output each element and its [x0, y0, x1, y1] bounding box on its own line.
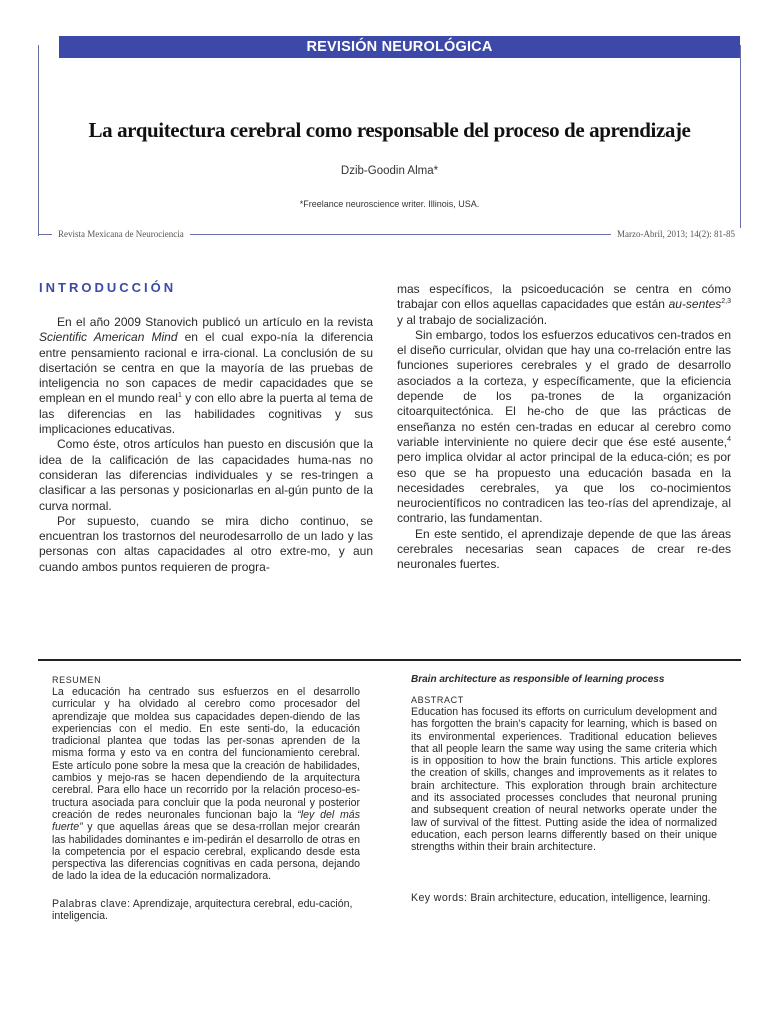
paragraph: Por supuesto, cuando se mira dicho continuo, se encuentran los trastornos del neurodesarrollo de un lado y las personas con altas capacidades al otro extre-mo, y aun cuando ambos puntos requieren de progra- — [39, 513, 373, 574]
citation-ref: 4 — [727, 435, 731, 443]
keywords-en — [411, 892, 717, 904]
text-run: y con ello abre la puerta al tema de las diferencias en las habilidades cognitivas y sus implicaciones educativas. — [39, 391, 374, 437]
abstract-spanish — [52, 674, 360, 922]
italic-text: Scientific American Mind — [39, 330, 178, 345]
abstract-label-resumen: RESUMEN — [52, 675, 102, 685]
abstract-english — [411, 674, 717, 904]
journal-citation: Marzo-Abril, 2013; 14(2): 81-85 — [611, 228, 741, 240]
text-run: Sin embargo, todos los esfuerzos educativos cen-trados en el diseño curricular, olvidan que hay una co-rrelación entre las funciones superiores cerebrales y el grado de desarrollo asociados a la corteza, y específicamente, que la eficiencia depende de los pa-trones de la organización citoarquitectónica. El he-cho de que las prácticas de enseñanza no estén cen-tradas en educar al cerebro como variable interviniente no quiere decir que ése esté ausente, — [397, 327, 731, 449]
italic-text: au-sentes — [668, 297, 722, 312]
paragraph — [397, 328, 731, 527]
text-run: en el cual expo-nía la diferencia entre pensamiento racional e irra-cional. La conclusión de su disertación se centra en que la mayoría de las pruebas de inteligencia no son capaces de medir capacidades que se emplean en el mundo real — [39, 330, 374, 406]
abstract-text-es — [52, 686, 360, 883]
paragraph — [397, 282, 731, 328]
paragraph — [39, 315, 373, 437]
italic-text: “ley del más fuerte” — [52, 808, 360, 834]
article-author: Dzib-Goodin Alma* — [340, 165, 439, 177]
text-run: En el año 2009 Stanovich publicó un artículo en la revista — [57, 315, 373, 329]
body-column-left — [39, 280, 373, 575]
author-affiliation: *Freelance neuroscience writer. Illinois, USA. — [299, 199, 480, 209]
keywords-label: Key words: — [411, 891, 468, 904]
english-title: Brain architecture as responsible of learning process — [411, 674, 665, 685]
abstract-rule — [38, 659, 741, 661]
paragraph: En este sentido, el aprendizaje depende de que las áreas cerebrales necesarias sean capaces de crear re-des neuronales fuertes. — [397, 526, 731, 572]
text-run: y que aquellas áreas que se desa-rrollan mejor crearán las habilidades dominantes e im-pedirán el desarrollo de otras en la competencia por el espacio cerebral, explicando desde esta perspectiva las diferencias cognitivas en cada persona, dejando de lado la idea de la educación normalizadora. — [52, 821, 360, 883]
abstract-label-abstract: ABSTRACT — [411, 695, 464, 705]
citation-ref: 1 — [177, 392, 182, 400]
abstract-text-en: Education has focused its efforts on curriculum development and has forgotten the brain’s capacity for learning, which is based on its environmental experiences. Traditional education believes that all people learn the same way using the same criteria which is in opposition to how the brain functions. This article explores the creation of skills, changes and improvements as it relates to brain architecture. This exploration through brain architecture and its associated processes concludes that neuronal pruning and subsequent creation of neural networks operate under the law of survival of the fittest. Putting aside the idea of normalized education, each person learns differently based on their unique strengths within their brain architecture. — [411, 706, 717, 854]
journal-name: Revista Mexicana de Neurociencia — [52, 228, 190, 240]
keywords-label: Palabras clave: — [52, 897, 131, 910]
text-run: mas específicos, la psicoeducación se centra en cómo trabajar con ellos aquellas capacidades que están — [397, 282, 731, 312]
body-column-right — [397, 282, 731, 573]
section-banner: REVISIÓN NEUROLÓGICA — [59, 36, 740, 58]
text-run: y al trabajo de socialización. — [397, 312, 548, 327]
article-title: La arquitectura cerebral como responsable del proceso de aprendizaje — [88, 118, 691, 142]
text-run: pero implica olvidar al actor principal de la educa-ción; es por eso que se ha propuesto una educación basada en la necesidades cerebrales, ya que los co-nocimientos neurocientíficos no contradicen las teo-rías del aprendizaje, al contrario, las fundamentan. — [397, 450, 731, 526]
text-run: La educación ha centrado sus esfuerzos en el desarrollo curricular y ha olvidado al cerebro como procesador del aprendizaje que moldea sus capacidades depen-diendo de las experiencias con el medio. En este senti-do, la educación tradicional plantea que todas las per-sonas aprenden de la misma forma y esto va en contra del funcionamiento cerebral. Este artículo pone sobre la mesa que la creación de habilidades, cambios y mejo-ras se hacen dependiendo de la arquitectura cerebral. Para ello hace un recorrido por la relación proceso-es-tructura asociada para concluir que la poda neuronal y posterior creación de redes neuronales funcionan bajo la — [52, 686, 360, 821]
section-heading-introduccion: INTRODUCCIÓN — [39, 280, 177, 295]
keywords-es — [52, 898, 360, 923]
citation-ref: 2,3 — [721, 298, 731, 306]
paragraph: Como éste, otros artículos han puesto en discusión que la idea de la calificación de las capacidades huma-nas no consideran las diferencias individuales y se res-tringen a clasificar a las personas y posicionarlas en al-gún punto de la curva normal. — [39, 437, 373, 513]
keywords-text: Aprendizaje, arquitectura cerebral, edu-cación, inteligencia. — [52, 897, 353, 923]
keywords-text: Brain architecture, education, intelligence, learning. — [467, 891, 711, 904]
